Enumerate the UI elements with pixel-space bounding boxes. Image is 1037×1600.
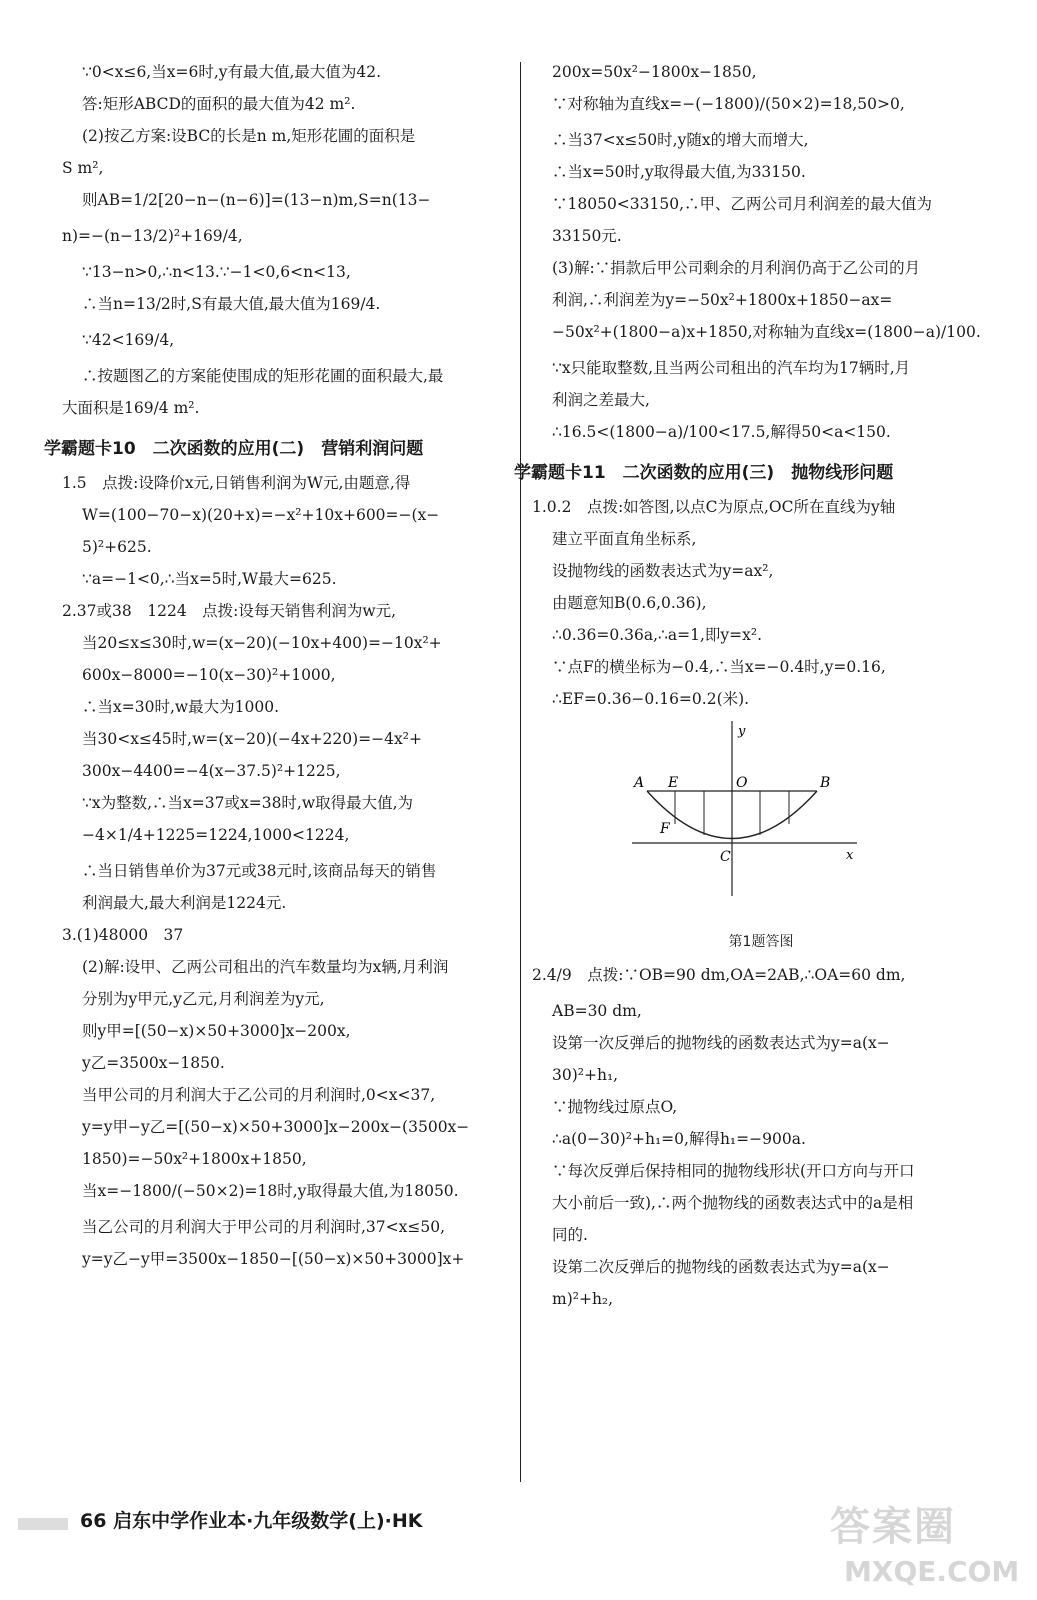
text-line: 分别为y甲元,y乙元,月利润差为y元,	[82, 990, 325, 1008]
text-line: ∵点F的横坐标为−0.4,∴当x=−0.4时,y=0.16,	[552, 658, 886, 676]
parabola-figure	[532, 721, 990, 921]
text-line: −4×1/4+1225=1224,1000<1224,	[82, 826, 350, 844]
question-line: 2.4/9 点拨:∵OB=90 dm,OA=2AB,∴OA=60 dm,	[532, 966, 906, 984]
text-line: (2)按乙方案:设BC的长是n m,矩形花圃的面积是	[82, 127, 416, 145]
text-line: ∴EF=0.36−0.16=0.2(米).	[552, 690, 750, 708]
text-line: (3)解:∵捐款后甲公司剩余的月利润仍高于乙公司的月	[552, 259, 921, 277]
text-line: ∵42<169/4,	[82, 331, 175, 349]
text-line: −50x²+(1800−a)x+1850,对称轴为直线x=(1800−a)/100.	[552, 323, 981, 341]
text-line: 利润最大,最大利润是1224元.	[82, 894, 287, 912]
text-line: 利润之差最大,	[552, 391, 650, 409]
left-column	[44, 62, 512, 1281]
text-line: ∴当x=30时,w最大为1000.	[82, 698, 280, 716]
question-line: 3.(1)48000 37	[62, 926, 184, 944]
label-f: F	[660, 821, 670, 837]
text-line: 建立平面直角坐标系,	[552, 530, 697, 548]
label-c: C	[720, 849, 731, 865]
text-line: m)²+h₂,	[552, 1290, 614, 1308]
text-line: ∴a(0−30)²+h₁=0,解得h₁=−900a.	[552, 1130, 806, 1148]
text-line: 则y甲=[(50−x)×50+3000]x−200x,	[82, 1022, 351, 1040]
text-line: y=y甲−y乙=[(50−x)×50+3000]x−200x−(3500x−	[82, 1118, 470, 1136]
text-line: ∵每次反弹后保持相同的抛物线形状(开口方向与开口	[552, 1162, 915, 1180]
footer-text	[80, 1506, 423, 1533]
figure-caption: 第1题答图	[728, 934, 794, 950]
text-line: 当甲公司的月利润大于乙公司的月利润时,0<x<37,	[82, 1086, 436, 1104]
text-line: ∵13−n>0,∴n<13.∵−1<0,6<n<13,	[82, 263, 351, 281]
text-line: 答:矩形ABCD的面积的最大值为42 m².	[82, 95, 356, 113]
label-y: y	[738, 724, 746, 739]
question-line: 2.37或38 1224 点拨:设每天销售利润为w元,	[62, 602, 397, 620]
watermark-url: MXQE.COM	[844, 1555, 1020, 1588]
text-line: ∵18050<33150,∴甲、乙两公司月利润差的最大值为	[552, 195, 933, 213]
text-line: 设抛物线的函数表达式为y=ax²,	[552, 562, 774, 580]
question-line: 1.0.2 点拨:如答图,以点C为原点,OC所在直线为y轴	[532, 498, 896, 516]
text-line: ∴0.36=0.36a,∴a=1,即y=x².	[552, 626, 763, 644]
text-line: 当20≤x≤30时,w=(x−20)(−10x+400)=−10x²+	[82, 634, 442, 652]
text-line: ∵a=−1<0,∴当x=5时,W最大=625.	[82, 570, 337, 588]
text-line: 1850)=−50x²+1800x+1850,	[82, 1150, 307, 1168]
column-divider	[520, 62, 521, 1482]
text-line: 大小前后一致),∴两个抛物线的函数表达式中的a是相	[552, 1194, 914, 1212]
text-line: ∵对称轴为直线x=−(−1800)/(50×2)=18,50>0,	[552, 95, 905, 113]
section-heading: 学霸题卡11 二次函数的应用(三) 抛物线形问题	[514, 463, 894, 483]
label-a: A	[634, 775, 645, 791]
text-line: n)=−(n−13/2)²+169/4,	[62, 227, 243, 245]
text-line: (2)解:设甲、乙两公司租出的汽车数量均为x辆,月利润	[82, 958, 449, 976]
text-line: 33150元.	[552, 227, 622, 245]
text-line: ∵x为整数,∴当x=37或x=38时,w取得最大值,为	[82, 794, 414, 812]
text-line: 同的.	[552, 1226, 588, 1244]
text-line: S m²,	[62, 159, 104, 177]
book-title: 启东中学作业本·九年级数学(上)·HK	[113, 1510, 423, 1532]
text-line: 300x−4400=−4(x−37.5)²+1225,	[82, 762, 341, 780]
text-line: 5)²+625.	[82, 538, 152, 556]
label-x: x	[846, 848, 854, 863]
text-line: 设第二次反弹后的抛物线的函数表达式为y=a(x−	[552, 1258, 890, 1276]
text-line: 设第一次反弹后的抛物线的函数表达式为y=a(x−	[552, 1034, 890, 1052]
label-e: E	[668, 775, 679, 791]
right-column	[514, 62, 990, 1321]
text-line: ∴当n=13/2时,S有最大值,最大值为169/4.	[82, 295, 381, 313]
label-o: O	[736, 775, 748, 791]
text-line: AB=30 dm,	[552, 1002, 642, 1020]
question-line: 1.5 点拨:设降价x元,日销售利润为W元,由题意,得	[62, 474, 411, 492]
footer-bar	[18, 1518, 68, 1530]
text-line: y=y乙−y甲=3500x−1850−[(50−x)×50+3000]x+	[82, 1250, 465, 1268]
text-line: ∵x只能取整数,且当两公司租出的汽车均为17辆时,月	[552, 359, 911, 377]
text-line: ∴当x=50时,y取得最大值,为33150.	[552, 163, 806, 181]
label-b: B	[820, 775, 831, 791]
text-line: ∵0<x≤6,当x=6时,y有最大值,最大值为42.	[82, 63, 382, 81]
text-line: 30)²+h₁,	[552, 1066, 619, 1084]
text-line: 当x=−1800/(−50×2)=18时,y取得最大值,为18050.	[82, 1182, 459, 1200]
text-line: 则AB=1/2[20−n−(n−6)]=(13−n)m,S=n(13−	[82, 191, 431, 209]
text-line: 大面积是169/4 m².	[62, 399, 200, 417]
text-line: 利润,∴利润差为y=−50x²+1800x+1850−ax=	[552, 291, 893, 309]
text-line: 600x−8000=−10(x−30)²+1000,	[82, 666, 336, 684]
page-number: 66	[80, 1510, 107, 1532]
text-line: ∴当日销售单价为37元或38元时,该商品每天的销售	[82, 862, 437, 880]
text-line: y乙=3500x−1850.	[82, 1054, 225, 1072]
text-line: ∵抛物线过原点O,	[552, 1098, 678, 1116]
text-line: 由题意知B(0.6,0.36),	[552, 594, 707, 612]
text-line: 200x=50x²−1800x−1850,	[552, 63, 757, 81]
watermark-logo: 答案圈	[830, 1504, 956, 1550]
text-line: W=(100−70−x)(20+x)=−x²+10x+600=−(x−	[82, 506, 440, 524]
text-line: ∴当37<x≤50时,y随x的增大而增大,	[552, 131, 809, 149]
parabola-svg	[632, 721, 872, 911]
text-line: 当乙公司的月利润大于甲公司的月利润时,37<x≤50,	[82, 1218, 446, 1236]
text-line: ∴按题图乙的方案能使围成的矩形花圃的面积最大,最	[82, 367, 444, 385]
text-line: ∴16.5<(1800−a)/100<17.5,解得50<a<150.	[552, 423, 891, 441]
section-heading: 学霸题卡10 二次函数的应用(二) 营销利润问题	[44, 439, 424, 459]
text-line: 当30<x≤45时,w=(x−20)(−4x+220)=−4x²+	[82, 730, 422, 748]
